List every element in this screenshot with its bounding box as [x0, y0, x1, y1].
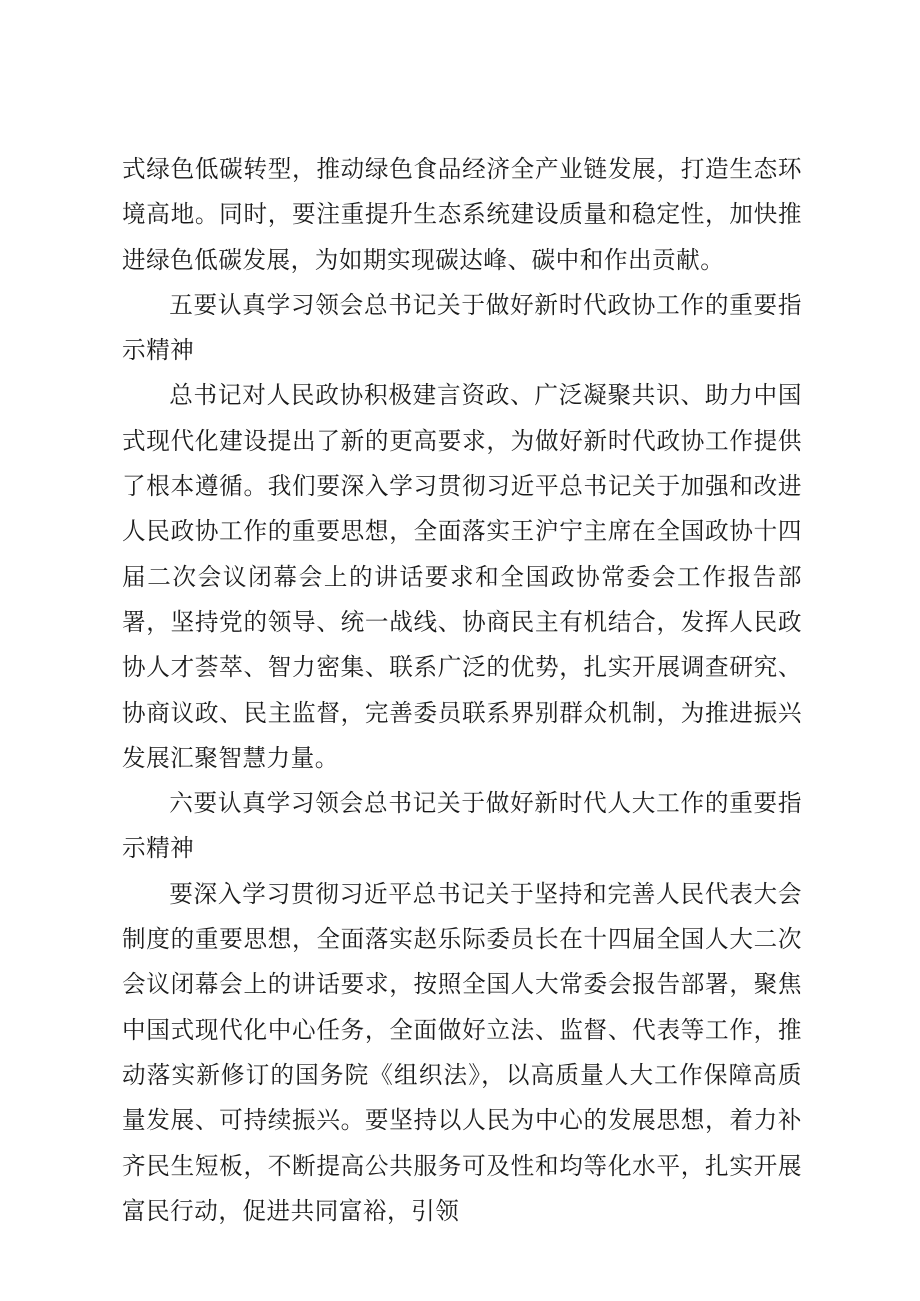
paragraph-npc-work: 要深入学习贯彻习近平总书记关于坚持和完善人民代表大会制度的重要思想，全面落实赵乐际委员长在十四届全国人大二次会议闭幕会上的讲话要求，按照全国人大常委会报告部署，聚焦中国式现代化中心任务，全面做好立法、监督、代表等工作，推动落实新修订的国务院《组织法》，以高质量人大工作保障高质量发展、可持续振兴。要坚持以人民为中心的发展思想，着力补齐民生短板，不断提高公共服务可及性和均等化水平，扎实开展富民行动，促进共同富裕，引领 [122, 879, 802, 1225]
document-body [122, 147, 802, 1234]
paragraph-cppcc-work: 总书记对人民政协积极建言资政、广泛凝聚共识、助力中国式现代化建设提出了新的更高要求，为做好新时代政协工作提供了根本遵循。我们要深入学习贯彻习近平总书记关于加强和改进人民政协工作的重要思想，全面落实王沪宁主席在全国政协十四届二次会议闭幕会上的讲话要求和全国政协常委会工作报告部署，坚持党的领导、统一战线、协商民主有机结合，发挥人民政协人才荟萃、智力密集、联系广泛的优势，扎实开展调查研究、协商议政、民主监督，完善委员联系界别群众机制，为推进振兴发展汇聚智慧力量。 [122, 381, 802, 772]
section-heading-five: 五要认真学习领会总书记关于做好新时代政协工作的重要指示精神 [122, 290, 802, 365]
paragraph-continuation: 式绿色低碳转型，推动绿色食品经济全产业链发展，打造生态环境高地。同时，要注重提升生态系统建设质量和稳定性，加快推进绿色低碳发展，为如期实现碳达峰、碳中和作出贡献。 [122, 155, 802, 274]
section-heading-six: 六要认真学习领会总书记关于做好新时代人大工作的重要指示精神 [122, 789, 802, 863]
